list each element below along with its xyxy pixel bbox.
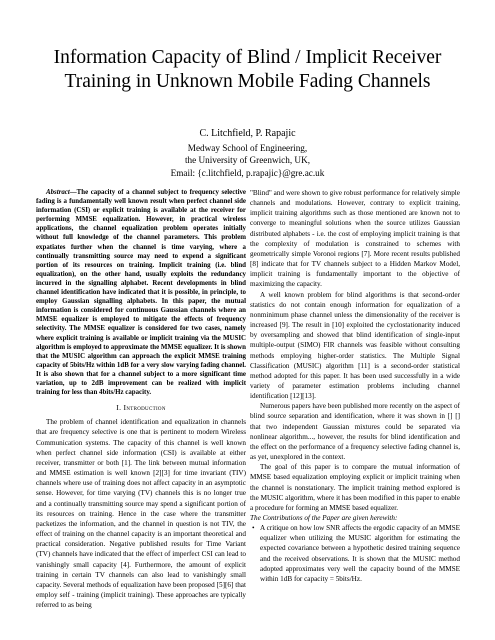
- right-column: [250, 188, 460, 584]
- intro-paragraph-1-continued: "Blind" and were shown to give robust performance for relatively simple channels and modulations. However, contrary to explicit training, implicit training algorithms such as those mentioned are known not to converge to meaningful solutions when the source utilizes Gaussian distributed alphabets - i.e. the cost of employing implicit training is that the complexity of modulation is constrained to schemes with geometrically simple Voronoi regions [7]. More recent results published [8] indicate that for TV channels subject to a Hidden Markov Model, implicit training is fundamentally important to the objective of maximizing the capacity.: [250, 189, 460, 289]
- contributions-list: [250, 523, 460, 584]
- contributions-label-text: The Contributions of the Paper are given herewith:: [250, 514, 398, 522]
- abstract-text: —The capacity of a channel subject to frequency selective fading is a fundamentally well known result when perfect channel side information (CSI) or explicit training is available at the receiver for performing MMSE equalization. However, in practical wireless applications, the channel equalization problem operates initially without full knowledge of the channel parameters. This problem expatiates further when the channel is time varying, where a continually transmitting source may need to expend a significant portion of its resources on training. Implicit training (i.e. blind equalization), on the other hand, usually exploits the redundancy incurred in the signalling alphabet. Recent developments in blind channel identification have indicated that it is possible, in principle, to employ Gaussian signalling alphabets. In this paper, the mutual information is considered for continuous Gaussian channels where an MMSE equalizer is employed to mitigate the effects of frequency selectivity. The MMSE equalizer is considered for two cases, namely where explicit training is available or implicit training via the MUSIC algorithm is employed to approximate the MMSE equalizer. It is shown that the MUSIC algorithm can approach the explicit MMSE training capacity of 5bits/Hz within 1dB for a very slow varying fading channel. It is also shown that for a channel subject to a more significant time variation, up to 2dB improvement can be realized with implicit training for less than 4bits/Hz capacity.: [36, 189, 246, 397]
- intro-paragraph-4: The goal of this paper is to compare the mutual information of MMSE based equalization employing explicit or implicit training when the channel is nonstationary. The implicit training method explored is the MUSIC algorithm, where it has been modified in this paper to enable a procedure for forming an MMSE based equalizer.: [250, 463, 460, 512]
- abstract: [36, 188, 246, 397]
- affiliation-line-2: the University of Greenwich, UK,: [184, 155, 311, 165]
- left-column: [36, 188, 246, 610]
- title-line-1: Information Capacity of Blind / Implicit Receiver: [53, 47, 442, 68]
- affiliation-line-1: Medway School of Engineering,: [187, 142, 308, 153]
- title-line-2: Training in Unknown Mobile Fading Channels: [64, 71, 431, 92]
- author-block: [40, 128, 455, 179]
- author-names: C. Litchfield, P. Rapajic: [199, 128, 296, 139]
- abstract-label: Abstract: [46, 189, 70, 196]
- intro-paragraph-2: A well known problem for blind algorithms is that second-order statistics do not contain enough information for equalization of a nonminimum phase channel unless the dimensionality of the receiver is increased [9]. The result in [10] exploited the cyclostationarity induced by oversampling and showed that blind identification of single-input multiple-output (SIMO) FIR channels was feasible without consulting methods employing higher-order statistics. The Multiple Signal Classification (MUSIC) algorithm [11] is a second-order statistical method adopted for this paper. It has been used successfully in a wide variety of parameter estimation problems including channel identification [12][13].: [250, 290, 460, 401]
- intro-paragraph-3: Numerous papers have been published more recently on the aspect of blind source separation and identification, where it was shown in [] [] that two independent Gaussian mixtures could be separated via nonlinear algorithm..., however, the results for blind identification and the effect on the performance of a frequency selective fading channel is, as yet, unexplored in the context.: [250, 402, 460, 462]
- contributions-label: [250, 513, 460, 523]
- section-heading: I. Introduction: [116, 403, 166, 413]
- list-item: [250, 523, 460, 584]
- author-email: Email: {c.litchfield, p.rapajic}@gre.ac.uk: [170, 167, 325, 178]
- intro-paragraph-1: The problem of channel identification and equalization in channels that are frequency selective is one that is pertinent to modern Wireless Communication systems. The capacity of this channel is well known when perfect channel side information (CSI) is available at either receiver, transmitter or both [1]. The link between mutual information and MMSE estimation is well known [2][3] for time invariant (TIV) channels where use of training does not affect capacity in an asymptotic sense. However, for time varying (TV) channels this is no longer true and a continually transmitting source may spend a significant portion of its resources on training. Hence in the case where the transmitter packetizes the information, and the channel in question is not TIV, the effect of training on the channel capacity is an important theoretical and practical consideration. Negative published results for Time Variant (TV) channels have indicated that the effect of imperfect CSI can lead to vanishingly small capacity [4]. Furthermore, the amount of explicit training in certain TV channels can also lead to vanishingly small capacity. Several methods of equalization have been proposed [5][6] that employ self - training (implicit training). These approaches are typically referred to as being: [36, 418, 246, 610]
- paper-title: [20, 46, 475, 94]
- contribution-1-text: A critique on how low SNR affects the ergodic capacity of an MMSE equalizer when utilizing the MUSIC algorithm for estimating the expected covariance between a hypothetic desired training sequence and the received observations. It is shown that the MUSIC method adopted approximates very well the capacity bound of the MMSE within 1dB for capacity = 5bits/Hz.: [260, 524, 460, 583]
- bullet-icon: •: [252, 524, 255, 533]
